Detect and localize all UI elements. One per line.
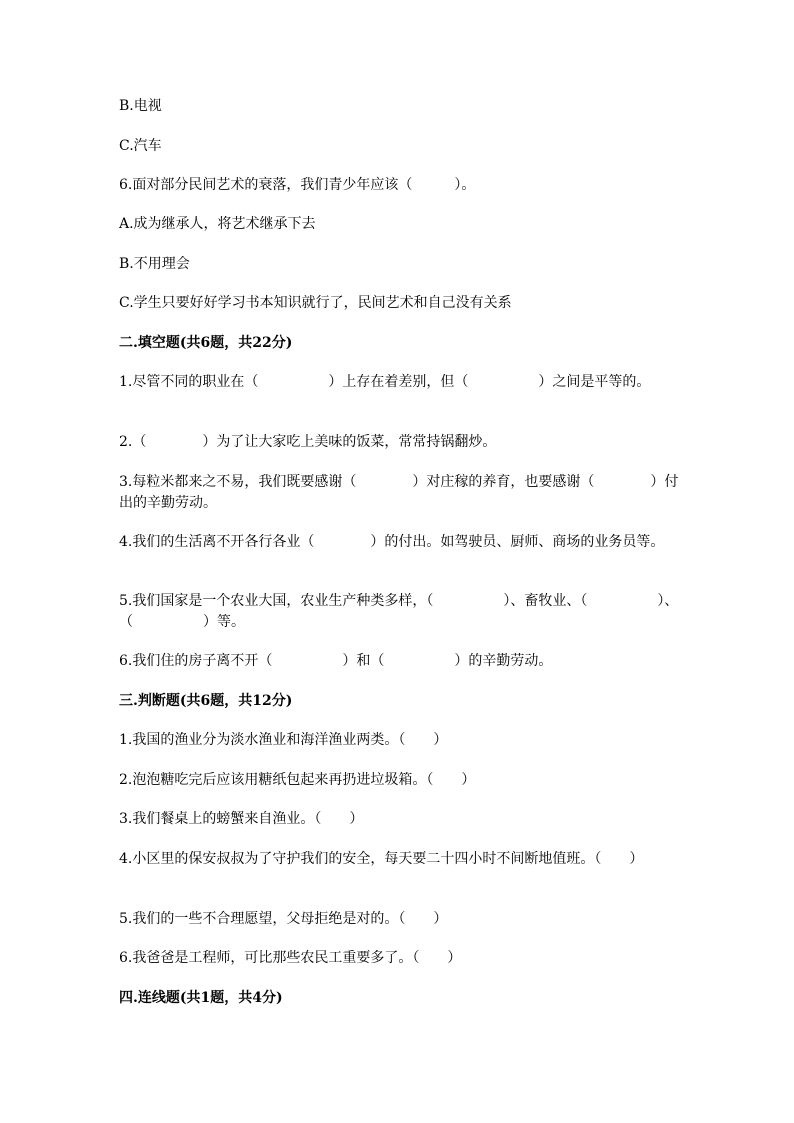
section-heading-true-false: 三.判断题(共6题，共12分) bbox=[119, 693, 293, 709]
judge-question-3: 3.我们餐桌上的螃蟹来自渔业。（ ） bbox=[119, 811, 364, 827]
choice-option-c-car: C.汽车 bbox=[119, 138, 162, 154]
judge-question-5: 5.我们的一些不合理愿望，父母拒绝是对的。（ ） bbox=[119, 911, 448, 927]
section-heading-fill-in: 二.填空题(共6题，共22分) bbox=[119, 335, 293, 351]
judge-question-6: 6.我爸爸是工程师，可比那些农民工重要多了。（ ） bbox=[119, 950, 462, 966]
judge-question-4: 4.小区里的保安叔叔为了守护我们的安全，每天要二十四小时不间断地值班。（ ） bbox=[119, 851, 644, 867]
fill-question-6: 6.我们住的房子离不开（ ）和（ ）的辛勤劳动。 bbox=[119, 653, 553, 669]
question-6-folk-art: 6.面对部分民间艺术的衰落，我们青少年应该（ ）。 bbox=[119, 177, 476, 193]
choice-option-b-tv: B.电视 bbox=[119, 98, 162, 114]
choice-option-b: B.不用理会 bbox=[119, 256, 190, 272]
fill-question-5: 5.我们国家是一个农业大国，农业生产种类多样，（ ）、畜牧业、（ ）、（ ）等。 bbox=[119, 593, 679, 630]
section-heading-matching: 四.连线题(共1题，共4分) bbox=[119, 990, 283, 1006]
choice-option-a: A.成为继承人，将艺术继承下去 bbox=[119, 216, 316, 232]
judge-question-1: 1.我国的渔业分为淡水渔业和海洋渔业两类。（ ） bbox=[119, 732, 448, 748]
fill-question-4: 4.我们的生活离不开各行各业（ ）的付出。如驾驶员、厨师、商场的业务员等。 bbox=[119, 534, 665, 550]
fill-question-1: 1.尽管不同的职业在（ ）上存在着差别，但（ ）之间是平等的。 bbox=[119, 374, 651, 390]
choice-option-c: C.学生只要好好学习书本知识就行了，民间艺术和自己没有关系 bbox=[119, 295, 512, 311]
fill-question-3: 3.每粒米都来之不易，我们既要感谢（ ）对庄稼的养育，也要感谢（ ）付出的辛勤劳动。 bbox=[119, 474, 679, 511]
fill-question-2: 2.（ ）为了让大家吃上美味的饭菜，常常持锅翻炒。 bbox=[119, 434, 497, 450]
judge-question-2: 2.泡泡糖吃完后应该用糖纸包起来再扔进垃圾箱。（ ） bbox=[119, 772, 476, 788]
